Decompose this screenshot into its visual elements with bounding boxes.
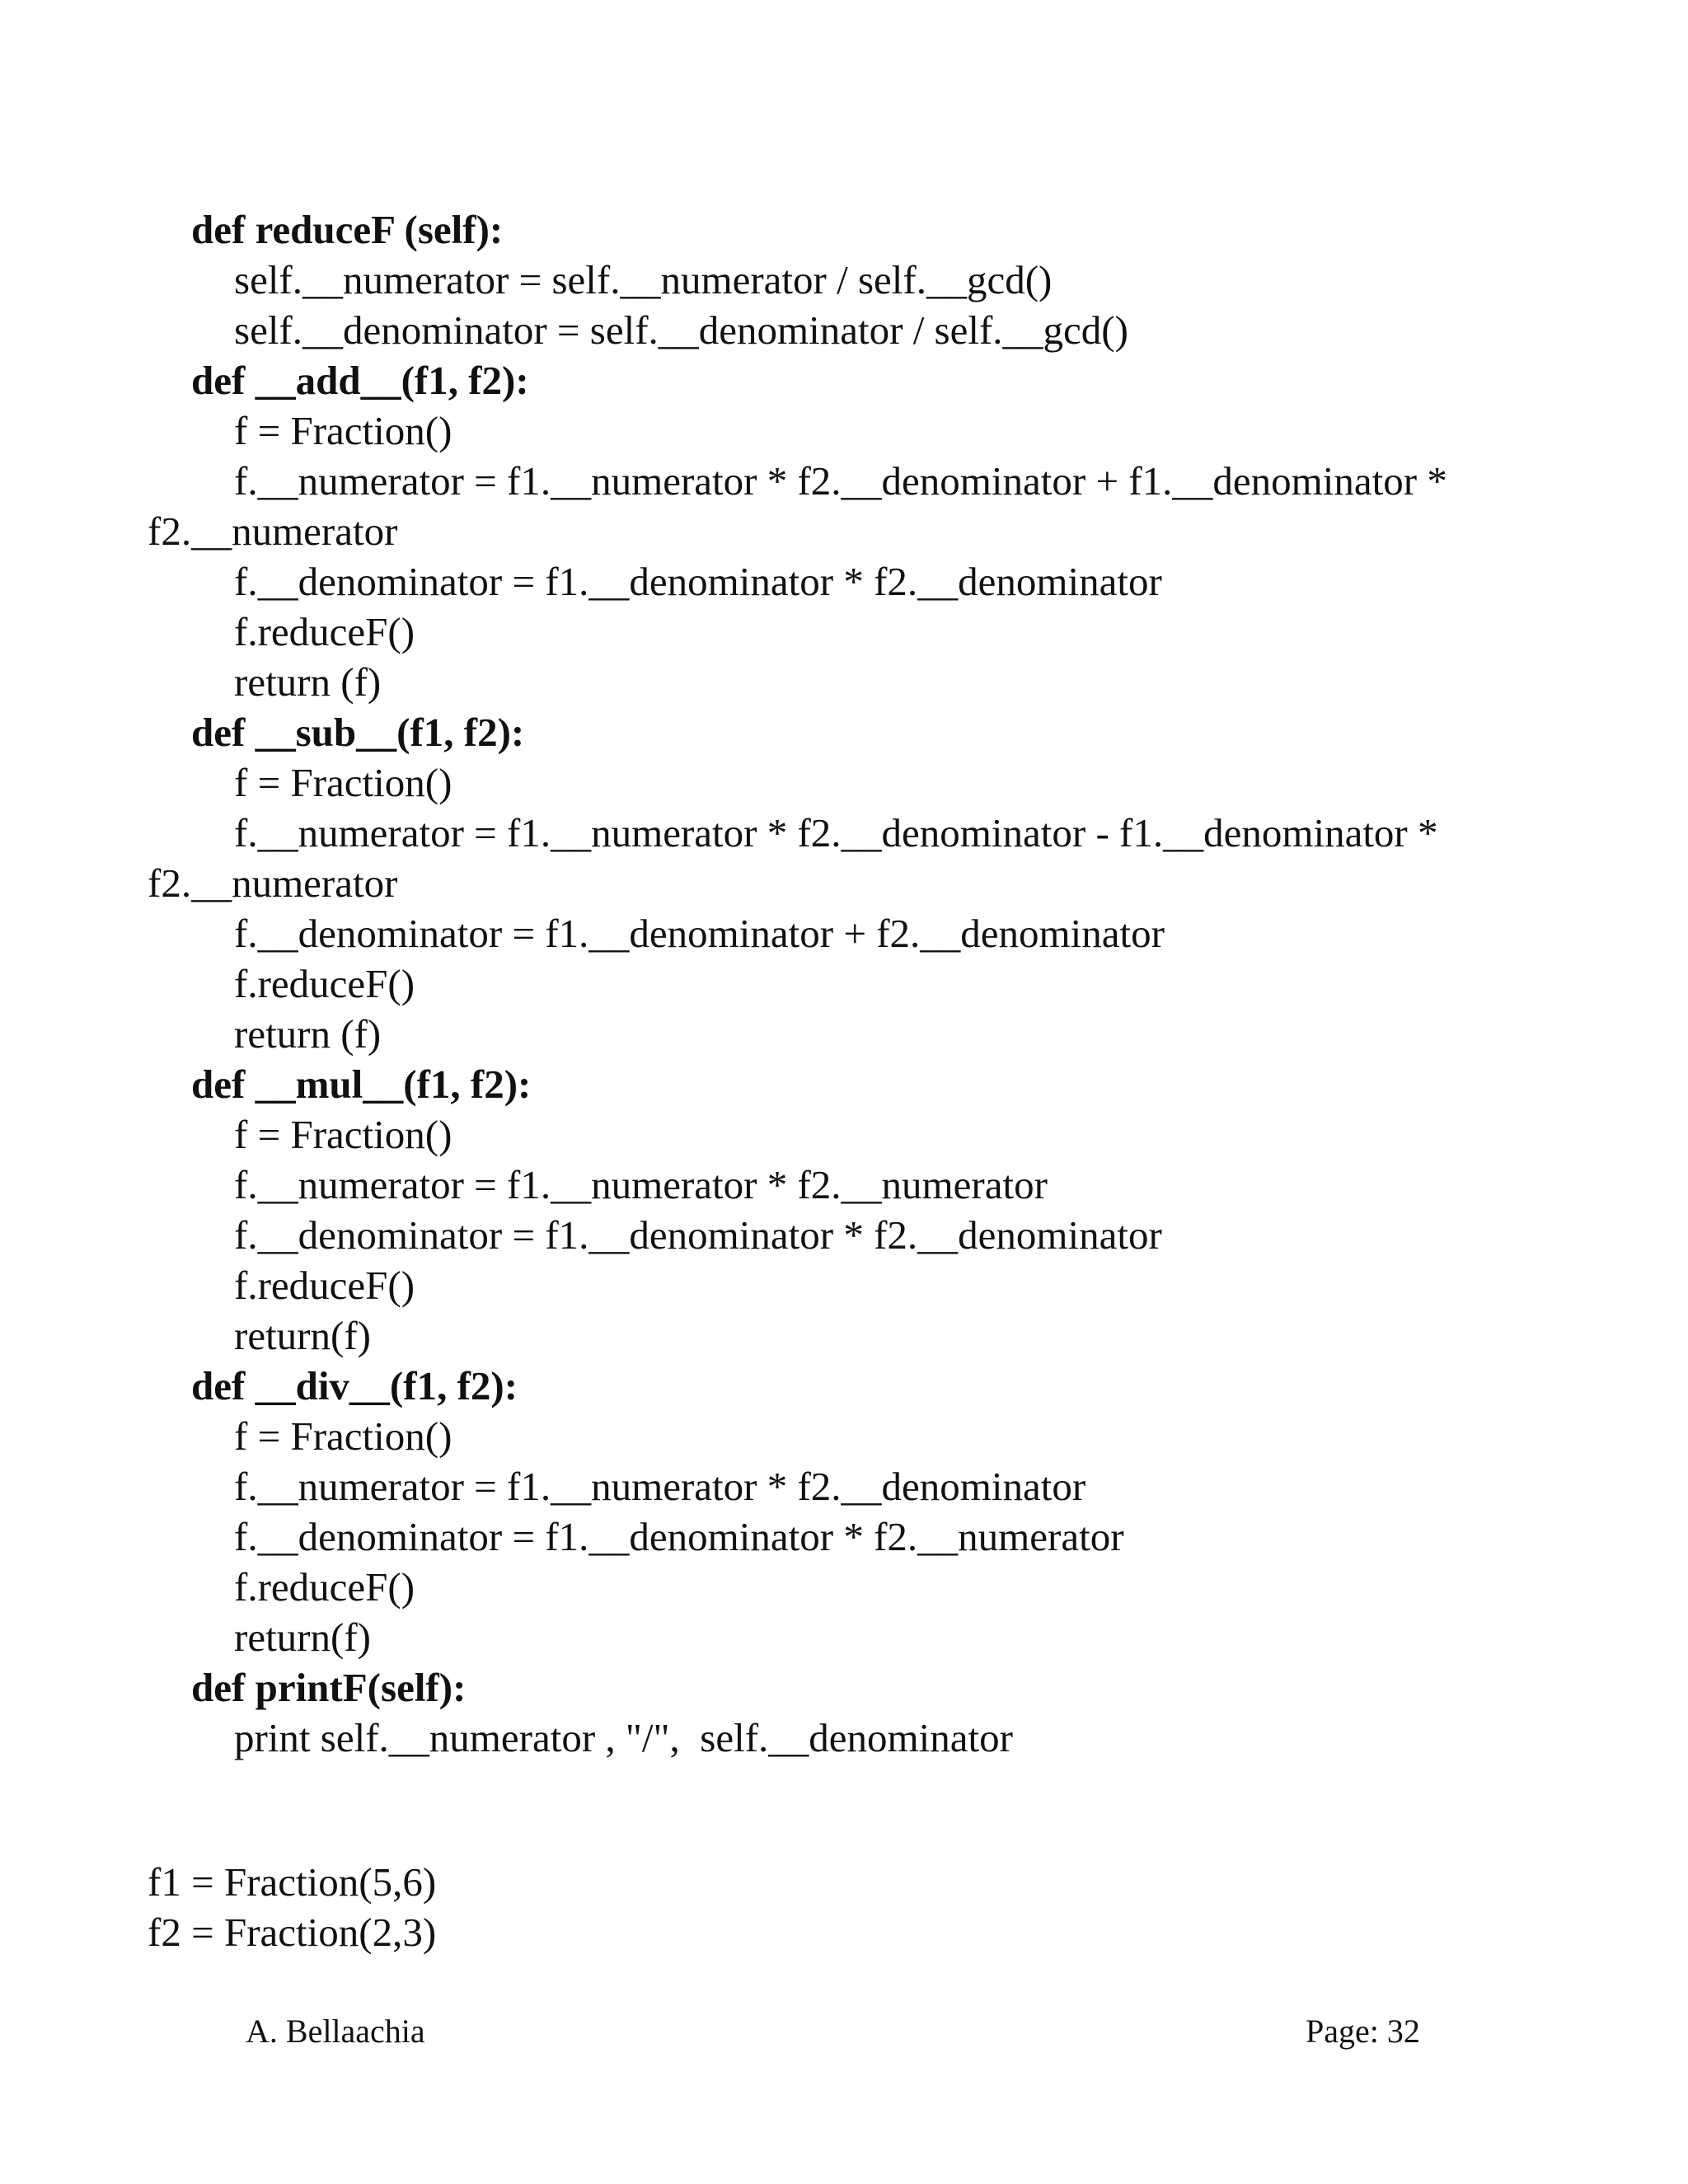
code-line: f.__numerator = f1.__numerator * f2.__denominator — [234, 1464, 1086, 1509]
code-line: f.__denominator = f1.__denominator + f2.__denominator — [234, 911, 1165, 956]
code-line: return (f) — [234, 659, 382, 705]
def-printF: def printF(self): — [191, 1665, 467, 1710]
code-line: f.__numerator = f1.__numerator * f2.__numerator — [234, 1162, 1048, 1207]
code-line-continuation: f2.__numerator — [148, 509, 398, 554]
code-line: f.reduceF() — [234, 1564, 415, 1610]
code-line: f.reduceF() — [234, 609, 415, 654]
def-sub: def __sub__(f1, f2): — [191, 710, 525, 755]
code-line: return(f) — [234, 1615, 371, 1660]
code-line: return(f) — [234, 1313, 371, 1358]
code-line: print self.__numerator , "/", self.__denominator — [234, 1715, 1013, 1760]
footer-author: A. Bellaachia — [246, 2013, 425, 2050]
blank-gap — [0, 1763, 1688, 1857]
code-line: self.__numerator = self.__numerator / self.__gcd() — [234, 257, 1053, 302]
def-add: def __add__(f1, f2): — [191, 358, 529, 403]
code-line: f.__denominator = f1.__denominator * f2.__denominator — [234, 559, 1162, 604]
code-line: f = Fraction() — [234, 1413, 452, 1459]
code-listing — [0, 204, 1688, 1957]
code-line: f = Fraction() — [234, 408, 452, 453]
code-line-continuation: f2.__numerator — [148, 860, 398, 906]
code-line: f.reduceF() — [234, 1263, 415, 1308]
code-line: f.__numerator = f1.__numerator * f2.__denominator - f1.__denominator * — [234, 810, 1438, 855]
def-reduceF: def reduceF (self): — [191, 207, 504, 252]
code-line: f.__numerator = f1.__numerator * f2.__denominator + f1.__denominator * — [234, 458, 1447, 504]
code-line: f = Fraction() — [234, 760, 452, 805]
code-line: return (f) — [234, 1011, 382, 1057]
def-div: def __div__(f1, f2): — [191, 1363, 518, 1408]
code-line: f.__denominator = f1.__denominator * f2.__denominator — [234, 1212, 1162, 1258]
code-line: f.reduceF() — [234, 961, 415, 1006]
code-line: f2 = Fraction(2,3) — [148, 1910, 437, 1955]
code-line: f.__denominator = f1.__denominator * f2.__numerator — [234, 1514, 1124, 1559]
code-line: self.__denominator = self.__denominator / self.__gcd() — [234, 307, 1128, 353]
code-line: f = Fraction() — [234, 1112, 452, 1157]
def-mul: def __mul__(f1, f2): — [191, 1062, 532, 1107]
footer-page-number: Page: 32 — [1306, 2013, 1420, 2050]
code-line: f1 = Fraction(5,6) — [148, 1859, 437, 1905]
